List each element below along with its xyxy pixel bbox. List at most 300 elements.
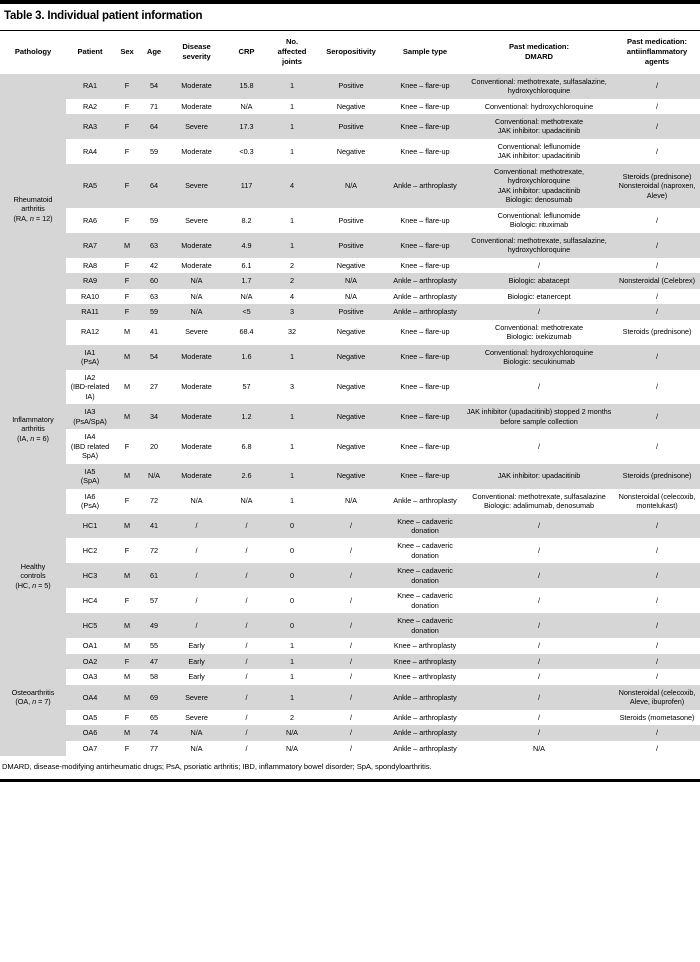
sex-cell: F [114,710,140,725]
disease-severity-cell: Severe [168,208,225,233]
sex-cell: M [114,464,140,489]
age-cell: 58 [140,669,168,684]
seropositivity-cell: N/A [316,164,386,208]
crp-cell: / [225,725,268,740]
antiinflammatory-cell: / [614,638,700,653]
age-cell: 41 [140,320,168,345]
sex-cell: F [114,489,140,514]
age-cell: 42 [140,258,168,273]
patient-cell: HC3 [66,563,114,588]
table-row [0,208,700,233]
age-cell: 71 [140,99,168,114]
table-body [0,74,700,757]
col-header-sex [114,31,140,73]
dmard-cell: Conventional: methotrexate, hydroxychloroquine JAK inhibitor: upadacitinib Biologic: denosumab [464,164,614,208]
crp-cell: <0.3 [225,139,268,164]
table-row [0,669,700,684]
crp-cell: / [225,710,268,725]
antiinflammatory-cell: / [614,258,700,273]
header-line: antiinflammatory [626,47,688,57]
no-affected-joints-cell: 1 [268,464,316,489]
header-line: DMARD [524,51,553,61]
no-affected-joints-cell: 1 [268,345,316,370]
patient-cell: RA11 [66,304,114,319]
seropositivity-cell: Negative [316,464,386,489]
disease-severity-cell: N/A [168,273,225,288]
sex-cell: F [114,114,140,139]
age-cell: 63 [140,233,168,258]
patient-cell: RA7 [66,233,114,258]
antiinflammatory-cell: / [614,725,700,740]
header-line: Sex [120,47,134,57]
seropositivity-cell: N/A [316,289,386,304]
sample-type-cell: Knee – flare-up [386,74,464,99]
dmard-cell: / [464,669,614,684]
header-line: Disease [182,42,211,52]
crp-cell: 15.8 [225,74,268,99]
antiinflammatory-cell: / [614,669,700,684]
disease-severity-cell: N/A [168,741,225,756]
sample-type-cell: Knee – flare-up [386,370,464,404]
group-label-osteoarthritis: Osteoarthritis (OA, n = 7) [0,638,66,756]
age-cell: 54 [140,345,168,370]
patient-cell: IA4 (IBD related SpA) [66,429,114,463]
sample-type-cell: Knee – cadaveric donation [386,588,464,613]
table-row [0,164,700,208]
disease-severity-cell: / [168,613,225,638]
disease-severity-cell: Severe [168,320,225,345]
disease-severity-cell: Moderate [168,370,225,404]
no-affected-joints-cell: 4 [268,289,316,304]
header-row [0,31,700,73]
seropositivity-cell: Negative [316,99,386,114]
table-row [0,370,700,404]
dmard-cell: Conventional: hydroxychloroquine [464,99,614,114]
sex-cell: F [114,654,140,669]
no-affected-joints-cell: 1 [268,685,316,710]
antiinflammatory-cell: / [614,74,700,99]
patient-cell: HC2 [66,538,114,563]
seropositivity-cell: Positive [316,114,386,139]
crp-cell: 68.4 [225,320,268,345]
sample-type-cell: Knee – flare-up [386,258,464,273]
crp-cell: / [225,638,268,653]
sex-cell: M [114,563,140,588]
crp-cell: 6.8 [225,429,268,463]
dmard-cell: Conventional: methotrexate JAK inhibitor: upadacitinib [464,114,614,139]
sample-type-cell: Ankle – arthroplasty [386,304,464,319]
age-cell: 61 [140,563,168,588]
disease-severity-cell: Severe [168,114,225,139]
sex-cell: M [114,613,140,638]
group-label-rheumatoid-arthritis: Rheumatoid arthritis (RA, n = 12) [0,74,66,345]
crp-cell: 2.6 [225,464,268,489]
header-line: joints [282,56,302,66]
antiinflammatory-cell: Nonsteroidal (Celebrex) [614,273,700,288]
sample-type-cell: Knee – cadaveric donation [386,563,464,588]
table-row [0,741,700,756]
age-cell: 72 [140,538,168,563]
seropositivity-cell: Negative [316,370,386,404]
no-affected-joints-cell: N/A [268,741,316,756]
antiinflammatory-cell: / [614,114,700,139]
no-affected-joints-cell: 3 [268,304,316,319]
antiinflammatory-cell: / [614,233,700,258]
sample-type-cell: Knee – flare-up [386,320,464,345]
sample-type-cell: Knee – arthroplasty [386,669,464,684]
dmard-cell: / [464,613,614,638]
dmard-cell: Conventional: leflunomide JAK inhibitor: upadacitinib [464,139,614,164]
patient-cell: RA10 [66,289,114,304]
table-row [0,320,700,345]
seropositivity-cell: Positive [316,74,386,99]
header-line: agents [644,56,670,66]
patient-cell: OA1 [66,638,114,653]
sex-cell: F [114,258,140,273]
crp-cell: / [225,563,268,588]
dmard-cell: / [464,654,614,669]
crp-cell: 17.3 [225,114,268,139]
dmard-cell: / [464,370,614,404]
sex-cell: F [114,588,140,613]
seropositivity-cell: / [316,588,386,613]
seropositivity-cell: Positive [316,304,386,319]
seropositivity-cell: / [316,538,386,563]
table-row [0,304,700,319]
sample-type-cell: Ankle – arthroplasty [386,710,464,725]
antiinflammatory-cell: / [614,208,700,233]
dmard-cell: JAK inhibitor (upadacitinib) stopped 2 months before sample collection [464,404,614,429]
patient-cell: OA5 [66,710,114,725]
antiinflammatory-cell: Steroids (prednisone) [614,464,700,489]
seropositivity-cell: / [316,669,386,684]
table-row [0,710,700,725]
header-line: Past medication: [509,42,569,52]
disease-severity-cell: Early [168,654,225,669]
dmard-cell: / [464,710,614,725]
antiinflammatory-cell: / [614,99,700,114]
dmard-cell: / [464,538,614,563]
crp-cell: / [225,669,268,684]
no-affected-joints-cell: 1 [268,489,316,514]
seropositivity-cell: Negative [316,345,386,370]
sample-type-cell: Knee – flare-up [386,464,464,489]
patient-cell: OA7 [66,741,114,756]
table-row [0,654,700,669]
age-cell: 57 [140,588,168,613]
dmard-cell: / [464,258,614,273]
antiinflammatory-cell: / [614,289,700,304]
disease-severity-cell: Moderate [168,99,225,114]
age-cell: 72 [140,489,168,514]
patient-cell: OA2 [66,654,114,669]
dmard-cell: Conventional: methotrexate, sulfasalazine, hydroxychloroquine [464,74,614,99]
dmard-cell: / [464,563,614,588]
dmard-cell: / [464,429,614,463]
sex-cell: M [114,320,140,345]
dmard-cell: Biologic: etanercept [464,289,614,304]
no-affected-joints-cell: 0 [268,514,316,539]
crp-cell: 1.6 [225,345,268,370]
seropositivity-cell: / [316,613,386,638]
age-cell: 27 [140,370,168,404]
header-line: affected [277,47,307,57]
age-cell: 64 [140,114,168,139]
disease-severity-cell: Moderate [168,74,225,99]
sex-cell: M [114,345,140,370]
sample-type-cell: Knee – flare-up [386,99,464,114]
patient-cell: OA6 [66,725,114,740]
patient-cell: RA5 [66,164,114,208]
header-line: CRP [238,47,255,57]
disease-severity-cell: N/A [168,489,225,514]
seropositivity-cell: Negative [316,139,386,164]
table-row [0,489,700,514]
sample-type-cell: Knee – flare-up [386,429,464,463]
dmard-cell: / [464,588,614,613]
sex-cell: F [114,74,140,99]
table-row [0,233,700,258]
patient-cell: HC1 [66,514,114,539]
header-line: Seropositivity [326,47,376,57]
no-affected-joints-cell: 2 [268,273,316,288]
disease-severity-cell: Severe [168,164,225,208]
patient-cell: RA4 [66,139,114,164]
patient-cell: RA8 [66,258,114,273]
sex-cell: F [114,139,140,164]
dmard-cell: / [464,685,614,710]
crp-cell: 117 [225,164,268,208]
antiinflammatory-cell: Nonsteroidal (celecoxib, Aleve, ibuprofen) [614,685,700,710]
antiinflammatory-cell: Steroids (prednisone) [614,320,700,345]
dmard-cell: / [464,638,614,653]
disease-severity-cell: / [168,538,225,563]
sample-type-cell: Knee – arthroplasty [386,638,464,653]
patient-cell: HC4 [66,588,114,613]
disease-severity-cell: N/A [168,304,225,319]
disease-severity-cell: / [168,563,225,588]
group-label-inflammatory-arthritis: Inflammatory arthritis (IA, n = 6) [0,345,66,514]
crp-cell: 1.7 [225,273,268,288]
table-row [0,685,700,710]
seropositivity-cell: Negative [316,320,386,345]
no-affected-joints-cell: 1 [268,99,316,114]
table-footnote: DMARD, disease-modifying antirheumatic drugs; PsA, psoriatic arthritis; IBD, inflammatory bowel disorder; SpA, spondyloarthritis. [2,762,432,772]
seropositivity-cell: / [316,654,386,669]
table-title: Table 3. Individual patient information [4,10,203,22]
header-line: Past medication: [627,37,687,47]
age-cell: 77 [140,741,168,756]
no-affected-joints-cell: 3 [268,370,316,404]
sample-type-cell: Knee – cadaveric donation [386,538,464,563]
no-affected-joints-cell: 1 [268,654,316,669]
sex-cell: F [114,429,140,463]
disease-severity-cell: Moderate [168,345,225,370]
table-row [0,114,700,139]
sample-type-cell: Knee – flare-up [386,114,464,139]
antiinflammatory-cell: / [614,514,700,539]
antiinflammatory-cell: / [614,139,700,164]
antiinflammatory-cell: / [614,654,700,669]
table-row [0,289,700,304]
age-cell: 59 [140,139,168,164]
seropositivity-cell: N/A [316,273,386,288]
age-cell: 64 [140,164,168,208]
age-cell: N/A [140,464,168,489]
crp-cell: / [225,741,268,756]
age-cell: 41 [140,514,168,539]
col-header-no-affected-joints [268,31,316,73]
dmard-cell: / [464,725,614,740]
header-line: Patient [77,47,103,57]
table-row [0,538,700,563]
no-affected-joints-cell: 0 [268,563,316,588]
antiinflammatory-cell: / [614,304,700,319]
patient-information-table [0,31,700,756]
dmard-cell: / [464,304,614,319]
table-row [0,514,700,539]
dmard-cell: Conventional: methotrexate, sulfasalazine Biologic: adalimumab, denosumab [464,489,614,514]
dmard-cell: Conventional: methotrexate Biologic: ixekizumab [464,320,614,345]
antiinflammatory-cell: / [614,613,700,638]
age-cell: 55 [140,638,168,653]
seropositivity-cell: / [316,563,386,588]
age-cell: 34 [140,404,168,429]
crp-cell: / [225,654,268,669]
table-row [0,563,700,588]
disease-severity-cell: Early [168,669,225,684]
antiinflammatory-cell: / [614,370,700,404]
col-header-disease-severity [168,31,225,73]
no-affected-joints-cell: 1 [268,669,316,684]
disease-severity-cell: / [168,514,225,539]
sample-type-cell: Ankle – arthroplasty [386,164,464,208]
crp-cell: 6.1 [225,258,268,273]
sample-type-cell: Knee – cadaveric donation [386,514,464,539]
seropositivity-cell: / [316,710,386,725]
table-row [0,139,700,164]
table-row [0,273,700,288]
table-row [0,404,700,429]
sample-type-cell: Knee – cadaveric donation [386,613,464,638]
sample-type-cell: Ankle – arthroplasty [386,489,464,514]
sex-cell: F [114,164,140,208]
patient-cell: RA1 [66,74,114,99]
sample-type-cell: Knee – flare-up [386,233,464,258]
sample-type-cell: Ankle – arthroplasty [386,289,464,304]
patient-cell: RA12 [66,320,114,345]
crp-cell: N/A [225,289,268,304]
table-row [0,99,700,114]
patient-cell: RA2 [66,99,114,114]
crp-cell: 4.9 [225,233,268,258]
crp-cell: 8.2 [225,208,268,233]
age-cell: 63 [140,289,168,304]
crp-cell: / [225,588,268,613]
antiinflammatory-cell: Steroids (mometasone) [614,710,700,725]
sex-cell: M [114,514,140,539]
sex-cell: M [114,669,140,684]
no-affected-joints-cell: 1 [268,404,316,429]
age-cell: 54 [140,74,168,99]
seropositivity-cell: Negative [316,429,386,463]
dmard-cell: Conventional: methotrexate, sulfasalazine, hydroxychloroquine [464,233,614,258]
seropositivity-cell: Positive [316,208,386,233]
header-line: Pathology [14,47,52,57]
seropositivity-cell: / [316,741,386,756]
crp-cell: / [225,538,268,563]
no-affected-joints-cell: 0 [268,588,316,613]
no-affected-joints-cell: 1 [268,74,316,99]
sample-type-cell: Ankle – arthroplasty [386,685,464,710]
sample-type-cell: Knee – flare-up [386,404,464,429]
seropositivity-cell: / [316,514,386,539]
patient-cell: IA5 (SpA) [66,464,114,489]
bottom-rule [0,779,700,781]
age-cell: 20 [140,429,168,463]
crp-cell: N/A [225,489,268,514]
patient-cell: IA6 (PsA) [66,489,114,514]
no-affected-joints-cell: 2 [268,258,316,273]
patient-cell: OA3 [66,669,114,684]
age-cell: 47 [140,654,168,669]
no-affected-joints-cell: N/A [268,725,316,740]
col-header-crp [225,31,268,73]
disease-severity-cell: Moderate [168,429,225,463]
seropositivity-cell: Negative [316,258,386,273]
antiinflammatory-cell: / [614,404,700,429]
seropositivity-cell: / [316,725,386,740]
no-affected-joints-cell: 1 [268,139,316,164]
table-row [0,429,700,463]
dmard-cell: N/A [464,741,614,756]
patient-cell: RA6 [66,208,114,233]
crp-cell: / [225,685,268,710]
col-header-patient [66,31,114,73]
sex-cell: M [114,638,140,653]
crp-cell: 57 [225,370,268,404]
crp-cell: / [225,514,268,539]
disease-severity-cell: Moderate [168,233,225,258]
disease-severity-cell: N/A [168,725,225,740]
no-affected-joints-cell: 0 [268,613,316,638]
patient-cell: HC5 [66,613,114,638]
col-header-past-medication-antiinflammatory [614,31,700,73]
dmard-cell: JAK inhibitor: upadacitinib [464,464,614,489]
antiinflammatory-cell: / [614,741,700,756]
sample-type-cell: Knee – arthroplasty [386,654,464,669]
seropositivity-cell: Positive [316,233,386,258]
dmard-cell: Conventional: leflunomide Biologic: rituximab [464,208,614,233]
disease-severity-cell: N/A [168,289,225,304]
no-affected-joints-cell: 1 [268,638,316,653]
seropositivity-cell: / [316,638,386,653]
sex-cell: F [114,304,140,319]
no-affected-joints-cell: 2 [268,710,316,725]
seropositivity-cell: / [316,685,386,710]
header-line: No. [285,37,299,47]
table-row [0,258,700,273]
sex-cell: F [114,99,140,114]
patient-cell: OA4 [66,685,114,710]
antiinflammatory-cell: / [614,538,700,563]
col-header-past-medication-dmard [464,31,614,73]
antiinflammatory-cell: Nonsteroidal (celecoxib, montelukast) [614,489,700,514]
patient-cell: IA1 (PsA) [66,345,114,370]
dmard-cell: Conventional: hydroxychloroquine Biologic: secukinumab [464,345,614,370]
no-affected-joints-cell: 1 [268,208,316,233]
antiinflammatory-cell: / [614,563,700,588]
